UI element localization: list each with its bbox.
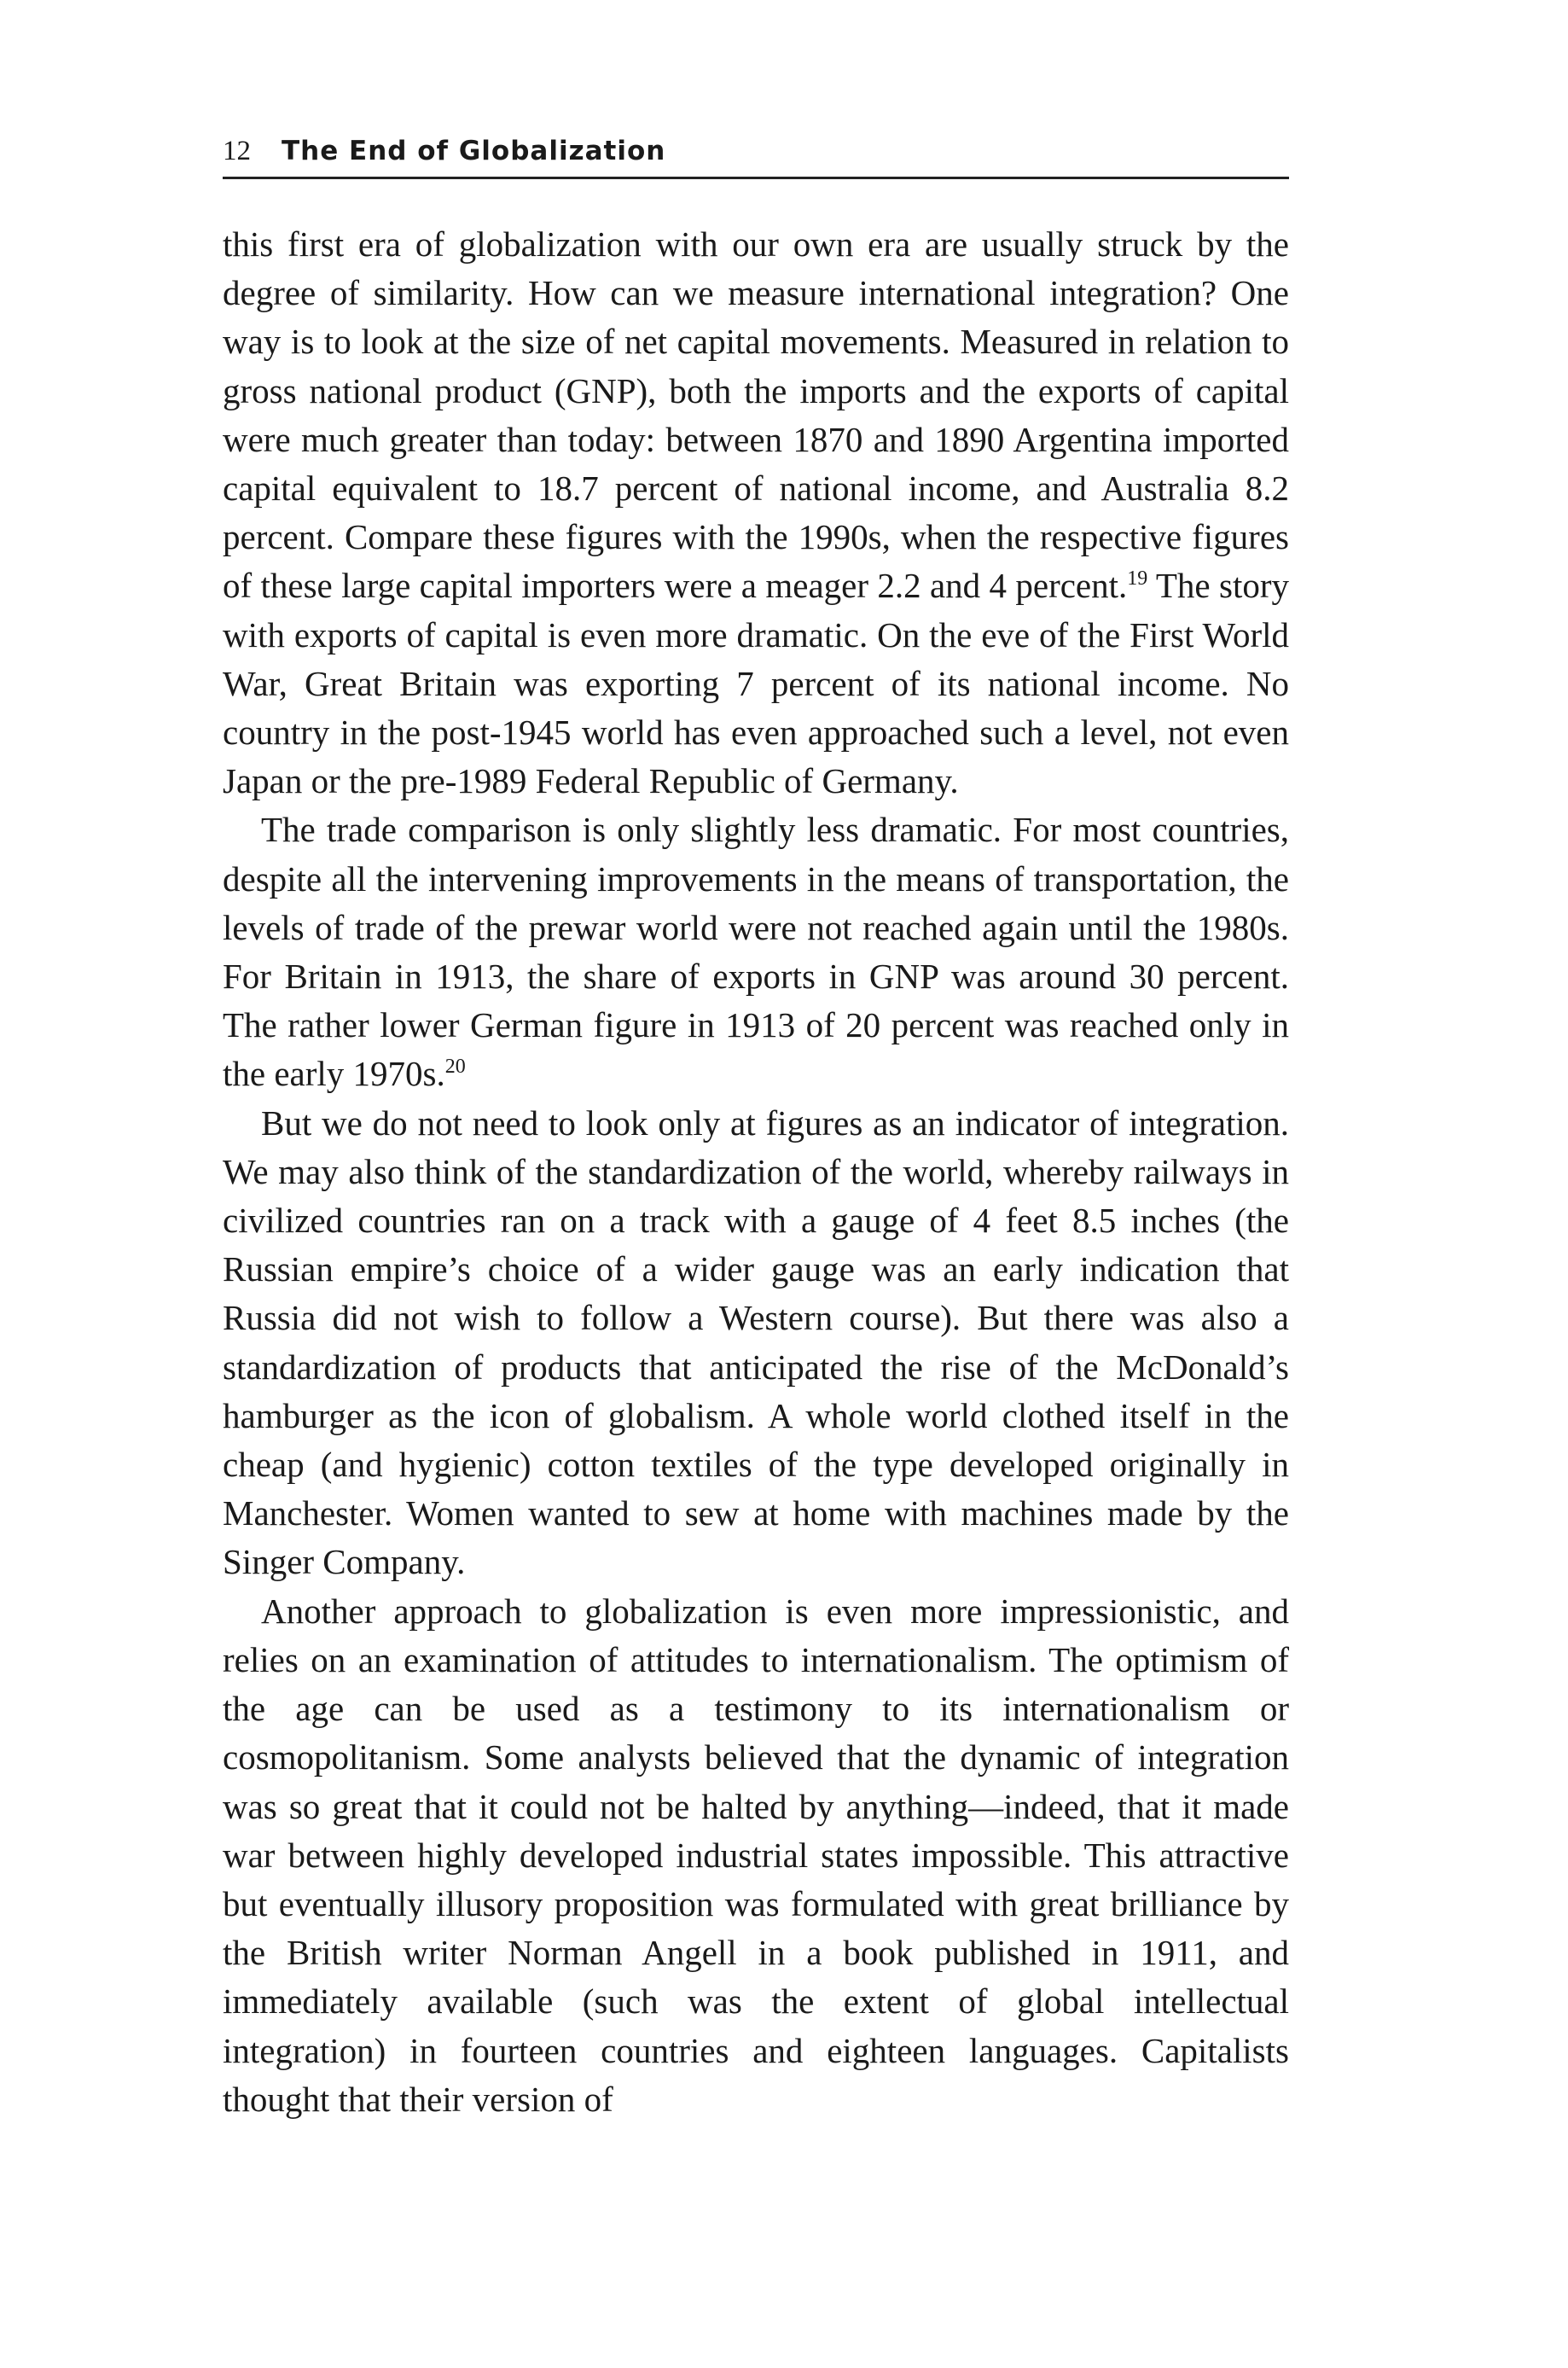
page-number: 12 bbox=[223, 136, 251, 166]
footnote-marker: 19 bbox=[1127, 567, 1148, 591]
running-head bbox=[223, 132, 1289, 179]
paragraph-3: But we do not need to look only at figures as an indicator of integration. We may also think of the standardization of the world, whereby railways in civilized countries ran on a track with a gauge of 4 feet 8.5 inches (the Russian empire’s choice of a wider gauge was an early indication that Russia did not wish to follow a Western course). But there was also a standardization of products that anticipated the rise of the McDonald’s hamburger as the icon of globalism. A whole world clothed itself in the cheap (and hygienic) cotton textiles of the type developed originally in Manchester. Women wanted to sew at home with machines made by the Singer Company. bbox=[223, 1103, 1289, 1582]
paragraph-4: Another approach to globalization is even more impressionistic, and relies on an examination of attitudes to internationalism. The optimism of the age can be used as a testimony to its internationalism or cosmopolitanism. Some analysts believed that the dynamic of integration was so great that it could not be halted by anything—indeed, that it made war between highly developed industrial states impossible. This attractive but eventually illusory proposition was formulated with great brilliance by the British writer Norman Angell in a book published in 1911, and immediately available (such was the extent of global intellectual integration) in fourteen countries and eighteen languages. Capitalists thought that their version of bbox=[223, 1591, 1289, 2119]
paragraph-1 bbox=[223, 220, 1289, 806]
footnote-marker: 20 bbox=[444, 1056, 466, 1079]
book-title: The End of Globalization bbox=[282, 136, 666, 166]
paragraph-text: The trade comparison is only slightly less dramatic. For most countries, despite all the intervening improvements in the means of transportation, the levels of trade of the prewar world were not reached again until the 1980s. For Britain in 1913, the share of exports in GNP was around 30 percent. The rather lower German figure in 1913 of 20 percent was reached only in the early 1970s. bbox=[223, 810, 1289, 1094]
paragraph-text: The story with exports of capital is even more dramatic. On the eve of the First World War, Great Britain was exporting 7 percent of its national income. No country in the post-1945 world has even approached such a level, not even Japan or the pre-1989 Federal Republic of Germany. bbox=[223, 566, 1289, 801]
paragraph-text: this first era of globalization with our own era are usually struck by the degree of similarity. How can we measure international integration? One way is to look at the size of net capital movements. Measured in relation to gross national product (GNP), both the imports and the exports of capital were much greater than today: between 1870 and 1890 Argentina imported capital equivalent to 18.7 percent of national income, and Australia 8.2 percent. Compare these figures with the 1990s, when the respective figures of these large capital importers were a meager 2.2 and 4 percent. bbox=[223, 224, 1289, 606]
paragraph-2 bbox=[223, 806, 1289, 1098]
body-text bbox=[223, 220, 1289, 2124]
